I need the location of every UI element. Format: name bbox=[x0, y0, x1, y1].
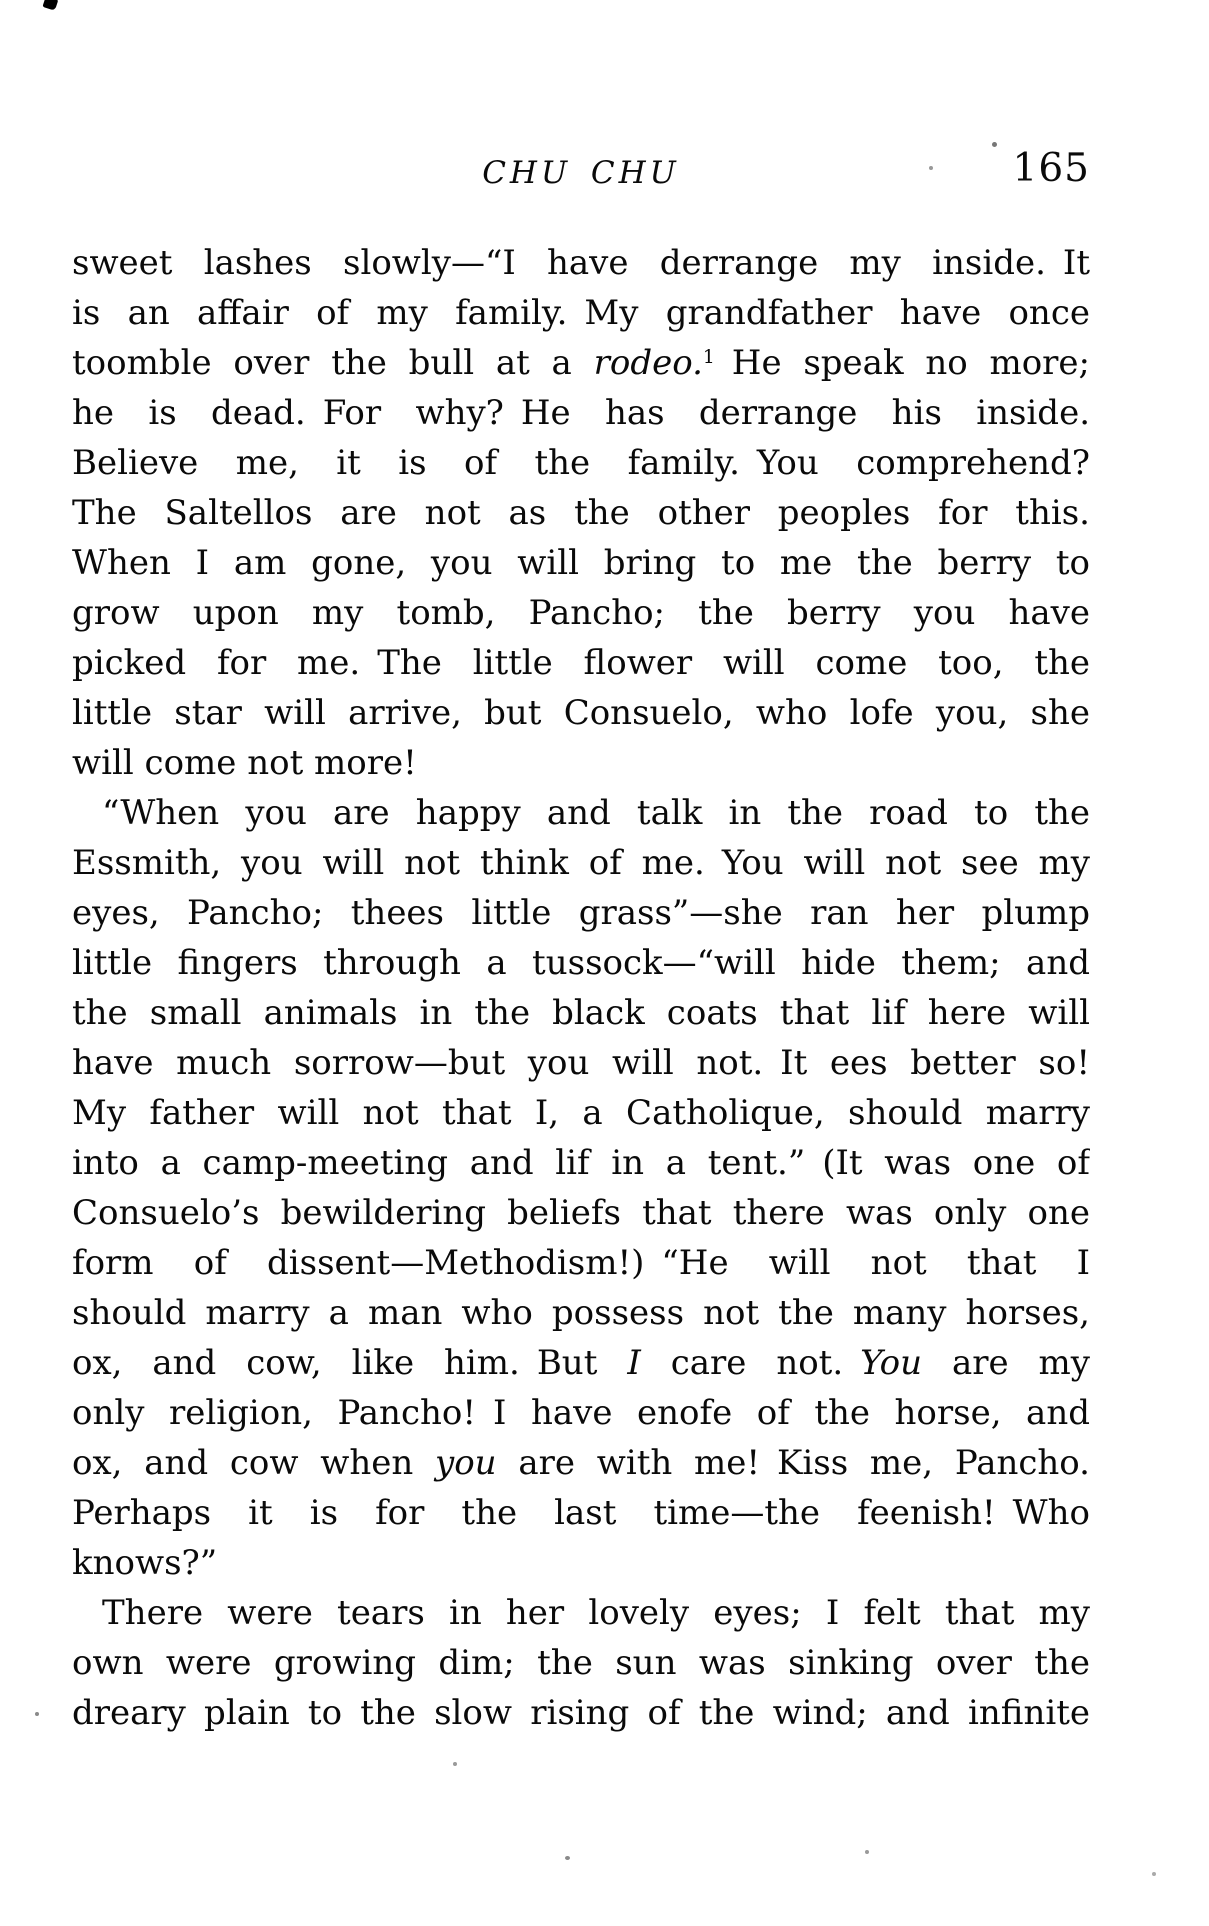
text-line: own were growing dim; the sun was sinking over the bbox=[72, 1643, 1090, 1683]
text-line: is an affair of my family. My grandfather have once bbox=[72, 293, 1090, 333]
text-line: sweet lashes slowly—“I have derrange my inside. It bbox=[72, 243, 1090, 283]
text-line: “When you are happy and talk in the road to the bbox=[102, 793, 1090, 833]
text-line: ox, and cow when you are with me! Kiss me, Pancho. bbox=[72, 1443, 1090, 1483]
text-line: Believe me, it is of the family. You comprehend? bbox=[72, 443, 1090, 483]
scan-speck bbox=[1152, 1872, 1156, 1876]
body-text bbox=[72, 238, 1090, 1738]
page-number: 165 bbox=[1012, 146, 1090, 191]
text-line: have much sorrow—but you will not. It ees better so! bbox=[72, 1043, 1090, 1083]
text-line: When I am gone, you will bring to me the berry to bbox=[72, 543, 1090, 583]
text-line: Essmith, you will not think of me. You will not see my bbox=[72, 843, 1090, 883]
scan-speck bbox=[929, 166, 933, 170]
chapter-title: CHU CHU bbox=[482, 155, 680, 191]
text-line: My father will not that I, a Catholique, should marry bbox=[72, 1093, 1090, 1133]
text-line: only religion, Pancho! I have enofe of the horse, and bbox=[72, 1393, 1090, 1433]
text-line: ox, and cow, like him. But I care not. You are my bbox=[72, 1343, 1090, 1383]
text-line: into a camp-meeting and lif in a tent.” (It was one of bbox=[72, 1143, 1090, 1183]
running-header bbox=[72, 146, 1090, 196]
scan-speck bbox=[992, 142, 997, 147]
text-line: Perhaps it is for the last time—the feenish! Who bbox=[72, 1493, 1090, 1533]
text-line: knows?” bbox=[72, 1543, 218, 1583]
text-line: eyes, Pancho; thees little grass”—she ran her plump bbox=[72, 893, 1090, 933]
text-line: toomble over the bull at a rodeo.$^1$ He speak no more; bbox=[72, 343, 1090, 383]
text-line: Consuelo’s bewildering beliefs that there was only one bbox=[72, 1193, 1090, 1233]
scan-speck bbox=[453, 1762, 457, 1766]
text-line: the small animals in the black coats that lif here will bbox=[72, 993, 1090, 1033]
text-line: he is dead. For why? He has derrange his inside. bbox=[72, 393, 1090, 433]
text-line: should marry a man who possess not the many horses, bbox=[72, 1293, 1090, 1333]
text-line: will come not more! bbox=[72, 743, 417, 783]
text-line: little star will arrive, but Consuelo, who lofe you, she bbox=[72, 693, 1090, 733]
scan-speck bbox=[35, 1712, 39, 1716]
text-line: dreary plain to the slow rising of the wind; and infinite bbox=[72, 1693, 1090, 1733]
text-line: picked for me. The little flower will come too, the bbox=[72, 643, 1090, 683]
text-line: form of dissent—Methodism!) “He will not that I bbox=[72, 1243, 1090, 1283]
text-line: There were tears in her lovely eyes; I felt that my bbox=[102, 1593, 1090, 1633]
scan-speck bbox=[565, 1856, 570, 1860]
text-line: little fingers through a tussock—“will hide them; and bbox=[72, 943, 1090, 983]
text-line: grow upon my tomb, Pancho; the berry you have bbox=[72, 593, 1090, 633]
scan-speck bbox=[865, 1850, 869, 1854]
text-line: The Saltellos are not as the other peoples for this. bbox=[72, 493, 1090, 533]
ink-mark bbox=[42, 0, 58, 11]
